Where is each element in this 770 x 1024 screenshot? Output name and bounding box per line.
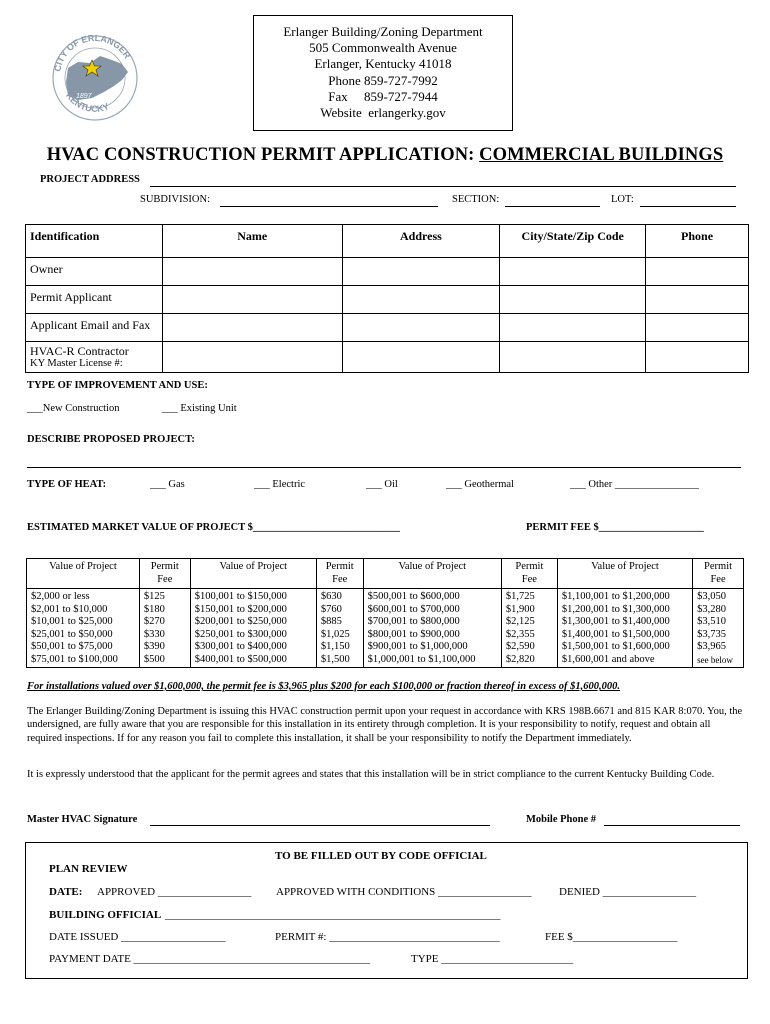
fee-cell: $1,500 [316, 654, 363, 668]
fee-header: Permit Fee [316, 559, 363, 589]
value-header: Value of Project [363, 559, 501, 589]
col-city-state-zip: City/State/Zip Code [500, 225, 646, 258]
lot-label: LOT: [611, 194, 634, 205]
heat-geothermal[interactable]: ___ Geothermal [446, 479, 514, 490]
value-cell: $1,300,001 to $1,400,000 [557, 616, 692, 629]
col-identification: Identification [26, 225, 163, 258]
permit-fee-field[interactable]: PERMIT FEE $____________________ [526, 522, 704, 533]
value-cell: $2,000 or less [27, 589, 140, 604]
fee-cell: $1,725 [501, 589, 557, 604]
city-seal-logo [48, 16, 142, 136]
value-cell: $900,001 to $1,000,000 [363, 641, 501, 654]
estimated-value-field[interactable]: ESTIMATED MARKET VALUE OF PROJECT $____________________________ [27, 522, 400, 533]
table-row [26, 342, 749, 373]
email-address-cell[interactable] [342, 314, 500, 342]
value-cell: $800,001 to $900,000 [363, 629, 501, 642]
page-title: HVAC CONSTRUCTION PERMIT APPLICATION: COMMERCIAL BUILDINGS [46, 145, 724, 165]
date-issued-field[interactable]: DATE ISSUED ___________________ [49, 931, 226, 943]
table-row [27, 641, 744, 654]
fee-cell: $180 [139, 604, 190, 617]
value-header: Value of Project [557, 559, 692, 589]
value-cell: $1,400,001 to $1,500,000 [557, 629, 692, 642]
fee-header: Permit Fee [501, 559, 557, 589]
svg-text:1897: 1897 [76, 93, 92, 100]
fee-cell: $1,025 [316, 629, 363, 642]
value-cell: $1,500,001 to $1,600,000 [557, 641, 692, 654]
payment-date-field[interactable]: PAYMENT DATE ___________________________________________ [49, 953, 371, 965]
row-contractor-label: HVAC-R Contractor KY Master License #: [26, 342, 163, 373]
fee-cell: $3,510 [693, 616, 744, 629]
table-row [26, 286, 749, 314]
fee-cell: $2,590 [501, 641, 557, 654]
dept-city: Erlanger, Kentucky 41018 [314, 56, 452, 72]
svg-text:CITY OF ERLANGER: CITY OF ERLANGER [52, 32, 133, 73]
table-row [27, 604, 744, 617]
approved-conditions-field[interactable]: APPROVED WITH CONDITIONS _________________ [276, 886, 532, 898]
value-cell: $1,600,001 and above [557, 654, 692, 668]
fee-header: Permit Fee [693, 559, 744, 589]
owner-phone-cell[interactable] [646, 258, 749, 286]
heat-oil[interactable]: ___ Oil [366, 479, 398, 490]
value-cell: $500,001 to $600,000 [363, 589, 501, 604]
value-cell: $1,200,001 to $1,300,000 [557, 604, 692, 617]
fee-header: Permit Fee [139, 559, 190, 589]
heat-electric[interactable]: ___ Electric [254, 479, 306, 490]
project-address-label: PROJECT ADDRESS [40, 174, 140, 185]
responsibility-paragraph: The Erlanger Building/Zoning Department is issuing this HVAC construction permit upon your request in accordance with KRS 198B.6671 and 815 KAR 8:070. You, the undersigned, are fully aware that you are responsible for this installation in its entirety through completion. It is your responsibility to notify, request and obtain all required inspections. If for any reason you fail to complete this installation, it shall be your responsibility to notify the Department immediately. [27, 706, 743, 744]
table-row [27, 629, 744, 642]
owner-city-cell[interactable] [500, 258, 646, 286]
value-cell: $2,001 to $10,000 [27, 604, 140, 617]
value-cell: $25,001 to $50,000 [27, 629, 140, 642]
email-phone-cell[interactable] [646, 314, 749, 342]
fee-cell: $630 [316, 589, 363, 604]
value-cell: $150,001 to $200,000 [190, 604, 316, 617]
fee-cell: $2,355 [501, 629, 557, 642]
col-name: Name [162, 225, 342, 258]
col-address: Address [342, 225, 500, 258]
heat-other[interactable]: ___ Other ________________ [570, 479, 699, 490]
dept-fax: Fax 859-727-7944 [328, 88, 438, 104]
over-limit-note: For installations valued over $1,600,000, the permit fee is $3,965 plus $200 for each $100,000 or fraction thereof in excess of $1,600,000. [27, 681, 620, 692]
fee-cell: $3,280 [693, 604, 744, 617]
building-official-label: BUILDING OFFICIAL [49, 909, 162, 921]
applicant-city-cell[interactable] [500, 286, 646, 314]
license-label: KY Master License #: [30, 358, 123, 369]
dept-name: Erlanger Building/Zoning Department [283, 24, 483, 39]
fee-cell: see below [693, 654, 744, 668]
value-cell: $100,001 to $150,000 [190, 589, 316, 604]
dept-street: 505 Commonwealth Avenue [309, 40, 457, 56]
heat-label: TYPE OF HEAT: [27, 479, 107, 490]
department-contact-box [253, 15, 513, 131]
fee-field[interactable]: FEE $___________________ [545, 931, 678, 943]
row-email-label: Applicant Email and Fax [26, 314, 163, 342]
value-cell: $600,001 to $700,000 [363, 604, 501, 617]
fee-cell: $760 [316, 604, 363, 617]
lot-field[interactable] [640, 206, 736, 207]
table-row [26, 258, 749, 286]
table-row [26, 314, 749, 342]
applicant-name-cell[interactable] [162, 286, 342, 314]
fee-cell: $2,125 [501, 616, 557, 629]
value-cell: $700,001 to $800,000 [363, 616, 501, 629]
mobile-phone-label: Mobile Phone # [526, 814, 596, 825]
identification-table [25, 224, 749, 373]
dept-website: Website erlangerky.gov [320, 105, 446, 121]
option-new-construction[interactable]: ___New Construction [27, 403, 120, 414]
value-header: Value of Project [27, 559, 140, 589]
project-address-field[interactable] [150, 186, 736, 187]
owner-address-cell[interactable] [342, 258, 500, 286]
value-cell: $300,001 to $400,000 [190, 641, 316, 654]
improvement-label: TYPE OF IMPROVEMENT AND USE: [27, 380, 208, 391]
plan-review-label: PLAN REVIEW [49, 863, 128, 875]
fee-cell: $1,900 [501, 604, 557, 617]
fee-header-row [27, 559, 744, 589]
value-cell: $1,000,001 to $1,100,000 [363, 654, 501, 668]
row-applicant-label: Permit Applicant [26, 286, 163, 314]
svg-text:KENTUCKY: KENTUCKY [64, 90, 111, 114]
signature-field[interactable] [150, 825, 490, 826]
owner-name-cell[interactable] [162, 258, 342, 286]
fee-cell: $3,965 [693, 641, 744, 654]
describe-field[interactable] [27, 467, 741, 468]
fee-cell: $270 [139, 616, 190, 629]
fee-cell: $330 [139, 629, 190, 642]
fee-cell: $390 [139, 641, 190, 654]
contractor-address-cell[interactable] [342, 342, 500, 373]
dept-phone: Phone 859-727-7992 [328, 72, 438, 88]
heat-gas[interactable]: ___ Gas [150, 479, 185, 490]
fee-schedule-table [26, 558, 744, 668]
contractor-name-cell[interactable] [162, 342, 342, 373]
table-row [27, 654, 744, 668]
email-name-cell[interactable] [162, 314, 342, 342]
row-owner-label: Owner [26, 258, 163, 286]
type-field[interactable]: TYPE ________________________ [411, 953, 574, 965]
describe-label: DESCRIBE PROPOSED PROJECT: [27, 434, 195, 445]
value-cell: $1,100,001 to $1,200,000 [557, 589, 692, 604]
value-cell: $400,001 to $500,000 [190, 654, 316, 668]
value-cell: $10,001 to $25,000 [27, 616, 140, 629]
denied-field[interactable]: DENIED _________________ [559, 886, 697, 898]
value-cell: $75,001 to $100,000 [27, 654, 140, 668]
compliance-paragraph: It is expressly understood that the applicant for the permit agrees and states that this installation will be in strict compliance to the current Kentucky Building Code. [27, 769, 715, 780]
official-heading: TO BE FILLED OUT BY CODE OFFICIAL [275, 850, 487, 862]
subdivision-field[interactable] [220, 206, 438, 207]
applicant-address-cell[interactable] [342, 286, 500, 314]
approved-field[interactable]: APPROVED _________________ [97, 886, 252, 898]
applicant-phone-cell[interactable] [646, 286, 749, 314]
fee-cell: $125 [139, 589, 190, 604]
fee-cell: $500 [139, 654, 190, 668]
contractor-city-cell[interactable] [500, 342, 646, 373]
section-field[interactable] [505, 206, 600, 207]
value-header: Value of Project [190, 559, 316, 589]
fee-cell: $3,735 [693, 629, 744, 642]
fee-cell: $885 [316, 616, 363, 629]
email-city-cell[interactable] [500, 314, 646, 342]
table-row [27, 589, 744, 604]
section-label: SECTION: [452, 194, 500, 205]
permit-number-field[interactable]: PERMIT #: _______________________________ [275, 931, 500, 943]
contractor-phone-cell[interactable] [646, 342, 749, 373]
option-existing-unit[interactable]: ___ Existing Unit [162, 403, 237, 414]
subdivision-label: SUBDIVISION: [140, 194, 211, 205]
table-row [27, 616, 744, 629]
value-cell: $50,001 to $75,000 [27, 641, 140, 654]
mobile-phone-field[interactable] [604, 825, 740, 826]
fee-cell: $3,050 [693, 589, 744, 604]
value-cell: $200,001 to $250,000 [190, 616, 316, 629]
fee-cell: $2,820 [501, 654, 557, 668]
fee-cell: $1,150 [316, 641, 363, 654]
col-phone: Phone [646, 225, 749, 258]
building-official-field[interactable]: _____________________________________________________________ [165, 909, 501, 921]
signature-label: Master HVAC Signature [27, 814, 138, 825]
value-cell: $250,001 to $300,000 [190, 629, 316, 642]
date-label: DATE: [49, 886, 83, 898]
